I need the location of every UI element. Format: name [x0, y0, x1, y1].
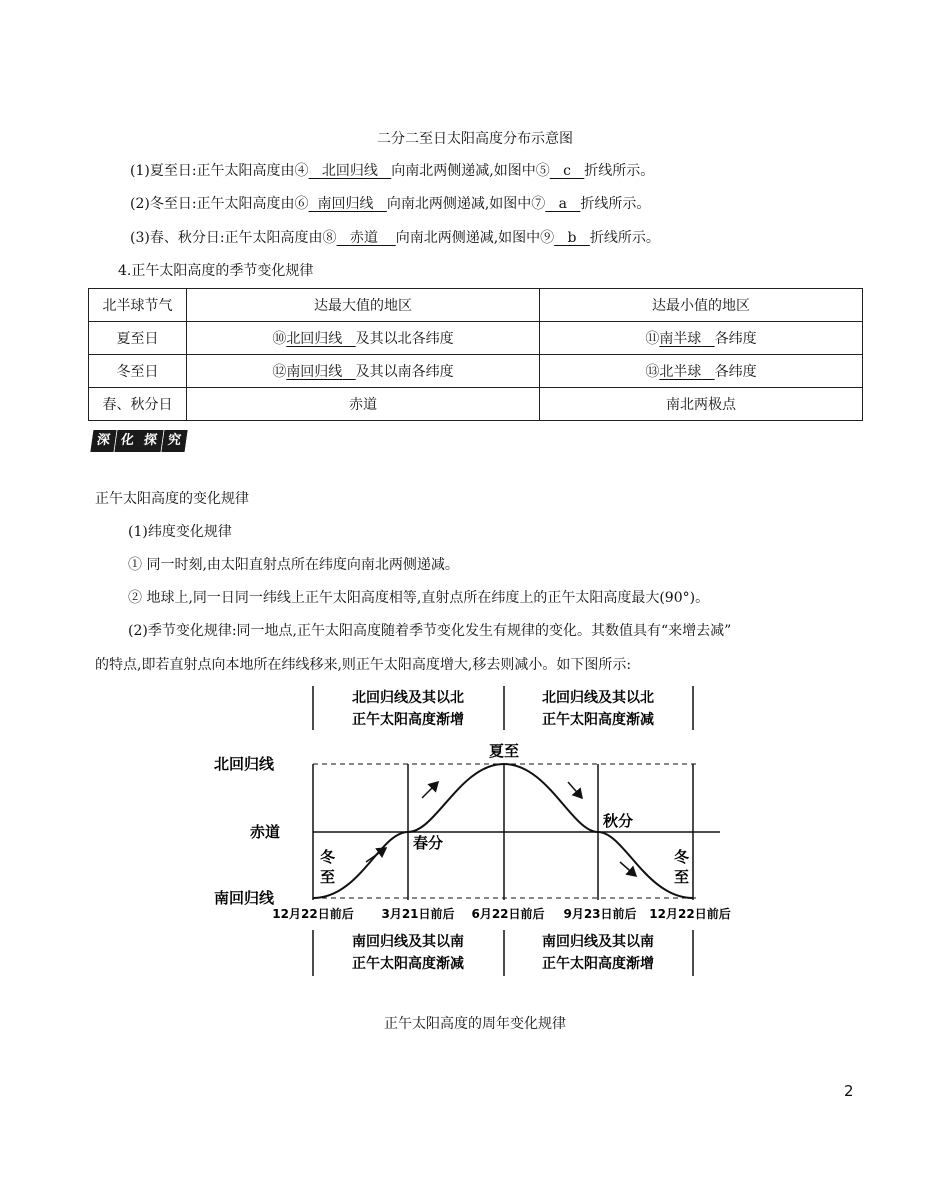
page-number: 2 — [844, 1082, 854, 1100]
line-text: 折线所示。 — [584, 163, 655, 179]
line-text: (2)冬至日:正午太阳高度由⑥ — [130, 196, 309, 212]
table-cell-min: ⑬北半球 各纬度 — [540, 355, 863, 388]
line-text: 向南北两侧递减,如图中⑨ — [395, 230, 555, 246]
line-text: (3)春、秋分日:正午太阳高度由⑧ — [130, 230, 337, 246]
table-cell-season: 冬至日 — [89, 355, 187, 388]
label-date: 9月23日前后 — [563, 907, 637, 921]
line-summer-solstice — [130, 160, 654, 180]
badge-char: 究 — [161, 430, 187, 452]
label-equator: 赤道 — [250, 823, 281, 841]
label-winter-solstice-left-2: 至 — [320, 868, 336, 886]
table-row — [89, 322, 863, 355]
badge-char: 深 — [90, 430, 116, 452]
paragraph: 的特点,即若直射点向本地所在纬线移来,则正午太阳高度增大,移去则减小。如下图所示: — [95, 657, 632, 673]
figure-caption-top: 二分二至日太阳高度分布示意图 — [377, 131, 573, 147]
table-cell-min: ⑪南半球 各纬度 — [540, 322, 863, 355]
label-bottom-right-2: 正午太阳高度渐增 — [542, 956, 654, 972]
line-text: 折线所示。 — [580, 196, 651, 212]
table-cell-max: ⑩北回归线 及其以北各纬度 — [187, 322, 540, 355]
line-text: 向南北两侧递减,如图中⑦ — [386, 196, 546, 212]
label-bottom-left-2: 正午太阳高度渐减 — [352, 956, 464, 972]
line-text: (1)夏至日:正午太阳高度由④ — [130, 163, 309, 179]
paragraph: (1)纬度变化规律 — [128, 524, 232, 540]
label-bottom-left-1: 南回归线及其以南 — [352, 934, 464, 950]
answer-blank: c — [563, 163, 571, 179]
line-equinox — [130, 227, 660, 247]
badge-char: 化 — [114, 430, 140, 452]
label-top-right-2: 正午太阳高度渐减 — [542, 712, 654, 728]
paragraph: ② 地球上,同一日同一纬线上正午太阳高度相等,直射点所在纬度上的正午太阳高度最大(90°)。 — [128, 590, 710, 606]
label-date: 12月22日前后 — [272, 907, 354, 921]
subsolar-point-curve — [313, 764, 693, 898]
figure-caption-bottom: 正午太阳高度的周年变化规律 — [384, 1016, 566, 1032]
table-header: 达最大值的地区 — [187, 289, 540, 322]
table-row — [89, 355, 863, 388]
line-text: 折线所示。 — [589, 230, 660, 246]
paragraph: (2)季节变化规律:同一地点,正午太阳高度随着季节变化发生有规律的变化。其数值具有“来增去减” — [128, 623, 732, 639]
label-tropic-of-cancer: 北回归线 — [214, 755, 275, 773]
label-autumn-equinox: 秋分 — [603, 812, 634, 830]
label-top-right-1: 北回归线及其以北 — [542, 690, 654, 706]
deepen-explore-badge — [92, 430, 186, 452]
table-header: 北半球节气 — [89, 289, 187, 322]
table-cell-season: 春、秋分日 — [89, 388, 187, 421]
label-date: 12月22日前后 — [649, 907, 731, 921]
subsection-heading: 正午太阳高度的变化规律 — [95, 491, 249, 507]
label-spring-equinox: 春分 — [413, 834, 444, 852]
line-text: 向南北两侧递减,如图中⑤ — [391, 163, 550, 179]
table-cell-max: 赤道 — [187, 388, 540, 421]
table-row — [89, 388, 863, 421]
answer-blank: 赤道 — [349, 230, 378, 246]
arrow-icon — [422, 782, 438, 798]
paragraph: ① 同一时刻,由太阳直射点所在纬度向南北两侧递减。 — [128, 557, 459, 573]
arrow-icon — [568, 782, 582, 798]
season-table — [88, 288, 863, 421]
answer-blank: b — [567, 230, 577, 246]
label-winter-solstice-right-1: 冬 — [674, 848, 690, 866]
label-winter-solstice-right-2: 至 — [674, 868, 690, 886]
label-top-left-1: 北回归线及其以北 — [352, 690, 464, 706]
table-cell-min: 南北两极点 — [540, 388, 863, 421]
arrow-icon — [366, 848, 386, 862]
answer-blank: a — [558, 196, 567, 212]
label-date: 6月22日前后 — [471, 907, 545, 921]
solar-altitude-annual-diagram — [200, 680, 745, 980]
table-cell-season: 夏至日 — [89, 322, 187, 355]
answer-blank: 北回归线 — [321, 163, 378, 179]
label-summer-solstice: 夏至 — [488, 742, 520, 760]
label-top-left-2: 正午太阳高度渐增 — [352, 712, 464, 728]
table-cell-max: ⑫南回归线 及其以南各纬度 — [187, 355, 540, 388]
label-tropic-of-capricorn: 南回归线 — [214, 889, 275, 907]
answer-blank: 南回归线 — [317, 196, 374, 212]
label-date: 3月21日前后 — [381, 907, 455, 921]
table-header-row — [89, 289, 863, 322]
label-winter-solstice-left-1: 冬 — [320, 848, 336, 866]
section-heading-4: 4.正午太阳高度的季节变化规律 — [118, 263, 314, 279]
table-header: 达最小值的地区 — [540, 289, 863, 322]
label-bottom-right-1: 南回归线及其以南 — [542, 934, 654, 950]
badge-char: 探 — [137, 430, 163, 452]
arrow-icon — [620, 862, 636, 876]
line-winter-solstice — [130, 193, 650, 213]
